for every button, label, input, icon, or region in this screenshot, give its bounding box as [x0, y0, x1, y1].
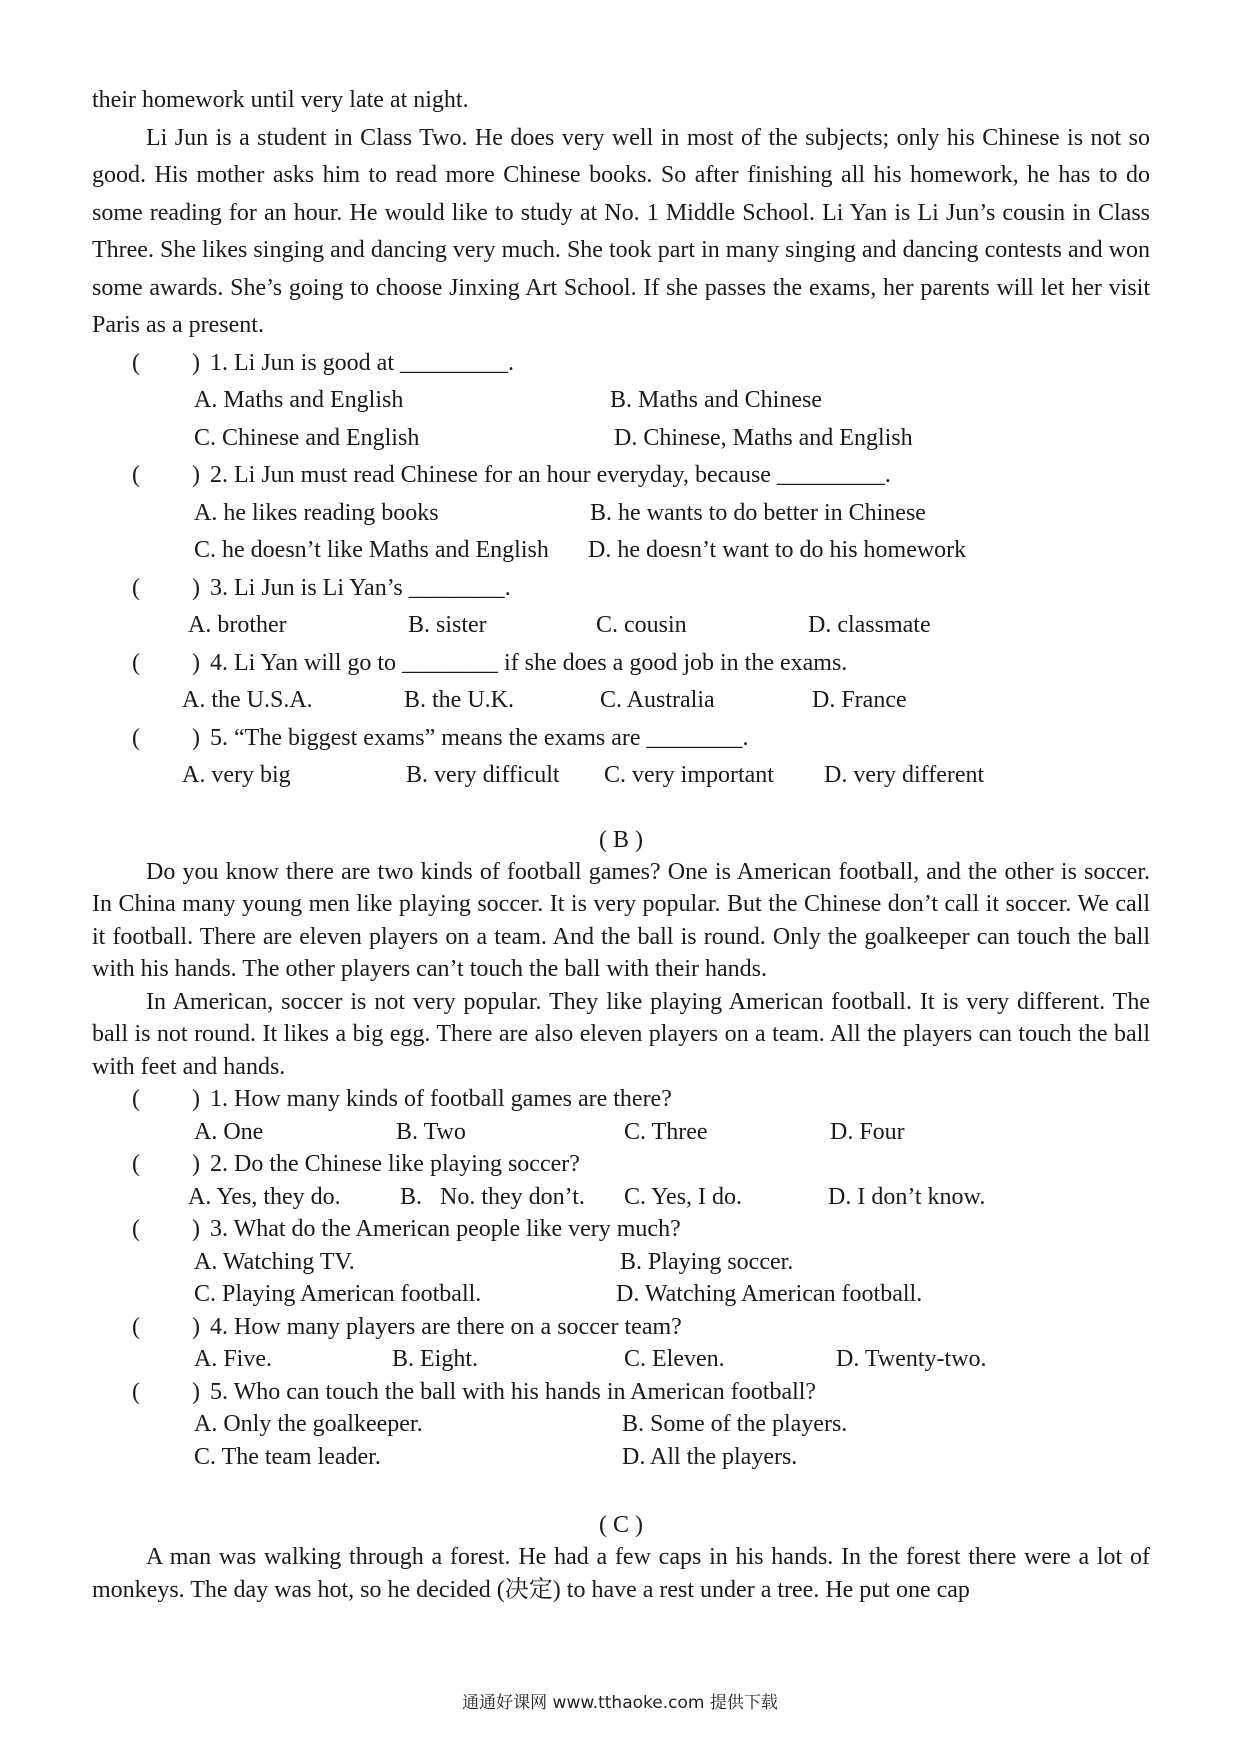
- option-b: B. sister: [408, 612, 487, 638]
- option-b: B. very difficult: [406, 762, 560, 788]
- option-d: D. Chinese, Maths and English: [614, 424, 913, 451]
- answer-blank-close: ): [192, 1086, 200, 1112]
- options-row: [92, 682, 1150, 720]
- option-a: A. very big: [182, 762, 291, 788]
- option-a: A. the U.S.A.: [182, 687, 313, 713]
- option-d: D. classmate: [808, 612, 931, 638]
- option-d: D. France: [812, 687, 907, 713]
- answer-blank-close: ): [192, 349, 200, 376]
- question-text: 2. Li Jun must read Chinese for an hour everyday, because _________.: [210, 462, 891, 488]
- answer-blank-close: ): [192, 1216, 200, 1242]
- option-b: B. No. they don’t.: [400, 1183, 585, 1210]
- question-text: 1. How many kinds of football games are there?: [210, 1086, 672, 1112]
- section-c: [92, 1509, 1150, 1606]
- answer-blank-close: ): [192, 1151, 200, 1177]
- question-b1: [92, 1083, 1150, 1116]
- option-c: C. Three: [624, 1118, 708, 1145]
- passage-c-paragraph-1: A man was walking through a forest. He had a few caps in his hands. In the forest there were a lot of monkeys. The day was hot, so he decided (决定) to have a rest under a tree. He put one cap: [92, 1544, 1150, 1603]
- answer-blank-close: ): [192, 1378, 200, 1405]
- answer-blank-open: (: [132, 649, 140, 676]
- question-text: 3. What do the American people like very much?: [210, 1216, 681, 1242]
- option-c: C. Yes, I do.: [624, 1183, 743, 1210]
- answer-blank-open: (: [132, 1378, 140, 1405]
- option-b: B. the U.K.: [404, 687, 514, 713]
- option-c: C. Eleven.: [624, 1346, 725, 1372]
- option-a: A. brother: [188, 612, 287, 638]
- options-row: [92, 1181, 1150, 1214]
- section-title: ( B ): [599, 826, 643, 853]
- question-text: 1. Li Jun is good at _________.: [210, 349, 514, 376]
- options-row: [92, 607, 1150, 645]
- option-c: C. very important: [604, 762, 774, 788]
- option-a: A. he likes reading books: [194, 499, 439, 526]
- option-c: C. cousin: [596, 612, 687, 638]
- option-d: D. All the players.: [622, 1443, 798, 1470]
- question-text: 5. “The biggest exams” means the exams are ________.: [210, 724, 749, 751]
- options-row: [92, 757, 1150, 795]
- answer-blank-close: ): [192, 724, 200, 751]
- question-text: 5. Who can touch the ball with his hands in American football?: [210, 1378, 817, 1405]
- page-footer: 通通好课网 www.tthaoke.com 提供下载: [462, 1693, 778, 1713]
- question-b2: [92, 1148, 1150, 1181]
- question-b3: [92, 1213, 1150, 1246]
- question-a5: [92, 720, 1150, 758]
- question-text: 4. Li Yan will go to ________ if she does a good job in the exams.: [210, 649, 848, 676]
- option-c: C. Playing American football.: [194, 1281, 482, 1307]
- option-a: A. Watching TV.: [194, 1248, 355, 1275]
- option-a: A. Only the goalkeeper.: [194, 1411, 423, 1437]
- section-a: [92, 82, 1150, 795]
- options-row: [92, 1343, 1150, 1376]
- section-title: ( C ): [599, 1512, 643, 1538]
- answer-blank-open: (: [132, 724, 140, 751]
- option-c: C. Australia: [600, 687, 715, 713]
- options-row: [92, 1278, 1150, 1311]
- passage-a-tail: their homework until very late at night.: [92, 87, 469, 113]
- option-a: A. Yes, they do.: [188, 1183, 341, 1210]
- option-d: D. very different: [824, 762, 985, 788]
- answer-blank-close: ): [192, 462, 200, 488]
- options-row: [92, 1116, 1150, 1149]
- options-row: [92, 420, 1150, 458]
- answer-blank-open: (: [132, 1313, 140, 1340]
- option-b: B. Two: [396, 1118, 466, 1145]
- question-b4: [92, 1311, 1150, 1344]
- question-a2: [92, 457, 1150, 495]
- options-row: [92, 1246, 1150, 1279]
- passage-a-paragraph: Li Jun is a student in Class Two. He does very well in most of the subjects; only his Chinese is not so good. His mother asks him to read more Chinese books. So after finishing all his homework, he has to do some reading for an hour. He would like to study at No. 1 Middle School. Li Yan is Li Jun’s cousin in Class Three. She likes singing and dancing very much. She took part in many singing and dancing contests and won some awards. She’s going to choose Jinxing Art School. If she passes the exams, her parents will let her visit Paris as a present.: [92, 124, 1150, 338]
- option-c: C. Chinese and English: [194, 424, 420, 451]
- option-d: D. he doesn’t want to do his homework: [588, 537, 967, 563]
- options-row: [92, 495, 1150, 533]
- option-d: D. Twenty-two.: [836, 1346, 987, 1372]
- options-row: [92, 532, 1150, 570]
- answer-blank-close: ): [192, 574, 200, 601]
- question-a4: [92, 645, 1150, 683]
- answer-blank-open: (: [132, 1151, 140, 1177]
- answer-blank-close: ): [192, 1313, 200, 1340]
- option-d: D. Watching American football.: [616, 1281, 923, 1307]
- option-b: B. Eight.: [392, 1346, 479, 1372]
- option-b: B. Playing soccer.: [620, 1248, 794, 1275]
- passage-b-paragraph-2: In American, soccer is not very popular. They like playing American football. It is very different. The ball is not round. It likes a big egg. There are also eleven players on a team. All the players can touch the ball with feet and hands.: [92, 988, 1150, 1080]
- options-row: [92, 1441, 1150, 1474]
- answer-blank-open: (: [132, 349, 140, 376]
- question-b5: [92, 1376, 1150, 1409]
- answer-blank-close: ): [192, 649, 200, 676]
- document-page: [92, 82, 1150, 1606]
- answer-blank-open: (: [132, 574, 140, 601]
- options-row: [92, 382, 1150, 420]
- section-b: [92, 824, 1150, 1474]
- answer-blank-open: (: [132, 1216, 140, 1242]
- answer-blank-open: (: [132, 1086, 140, 1112]
- option-b: B. Maths and Chinese: [610, 387, 822, 413]
- option-a: A. One: [194, 1118, 264, 1145]
- option-b: B. he wants to do better in Chinese: [590, 499, 926, 526]
- option-a: A. Maths and English: [194, 387, 404, 413]
- question-text: 3. Li Jun is Li Yan’s ________.: [210, 574, 511, 601]
- question-text: 4. How many players are there on a soccer team?: [210, 1313, 682, 1340]
- question-a3: [92, 570, 1150, 608]
- options-row: [92, 1408, 1150, 1441]
- passage-b-paragraph-1: Do you know there are two kinds of football games? One is American football, and the other is soccer. In China many young men like playing soccer. It is very popular. But the Chinese don’t call it soccer. We call it football. There are eleven players on a team. And the ball is round. Only the goalkeeper can touch the ball with his hands. The other players can’t touch the ball with their hands.: [92, 858, 1150, 982]
- answer-blank-open: (: [132, 462, 140, 488]
- option-d: D. I don’t know.: [828, 1183, 986, 1210]
- option-b: B. Some of the players.: [622, 1411, 848, 1437]
- question-text: 2. Do the Chinese like playing soccer?: [210, 1151, 580, 1177]
- option-a: A. Five.: [194, 1346, 272, 1372]
- option-d: D. Four: [830, 1118, 905, 1145]
- option-c: C. The team leader.: [194, 1443, 381, 1470]
- option-c: C. he doesn’t like Maths and English: [194, 537, 549, 563]
- question-a1: [92, 345, 1150, 383]
